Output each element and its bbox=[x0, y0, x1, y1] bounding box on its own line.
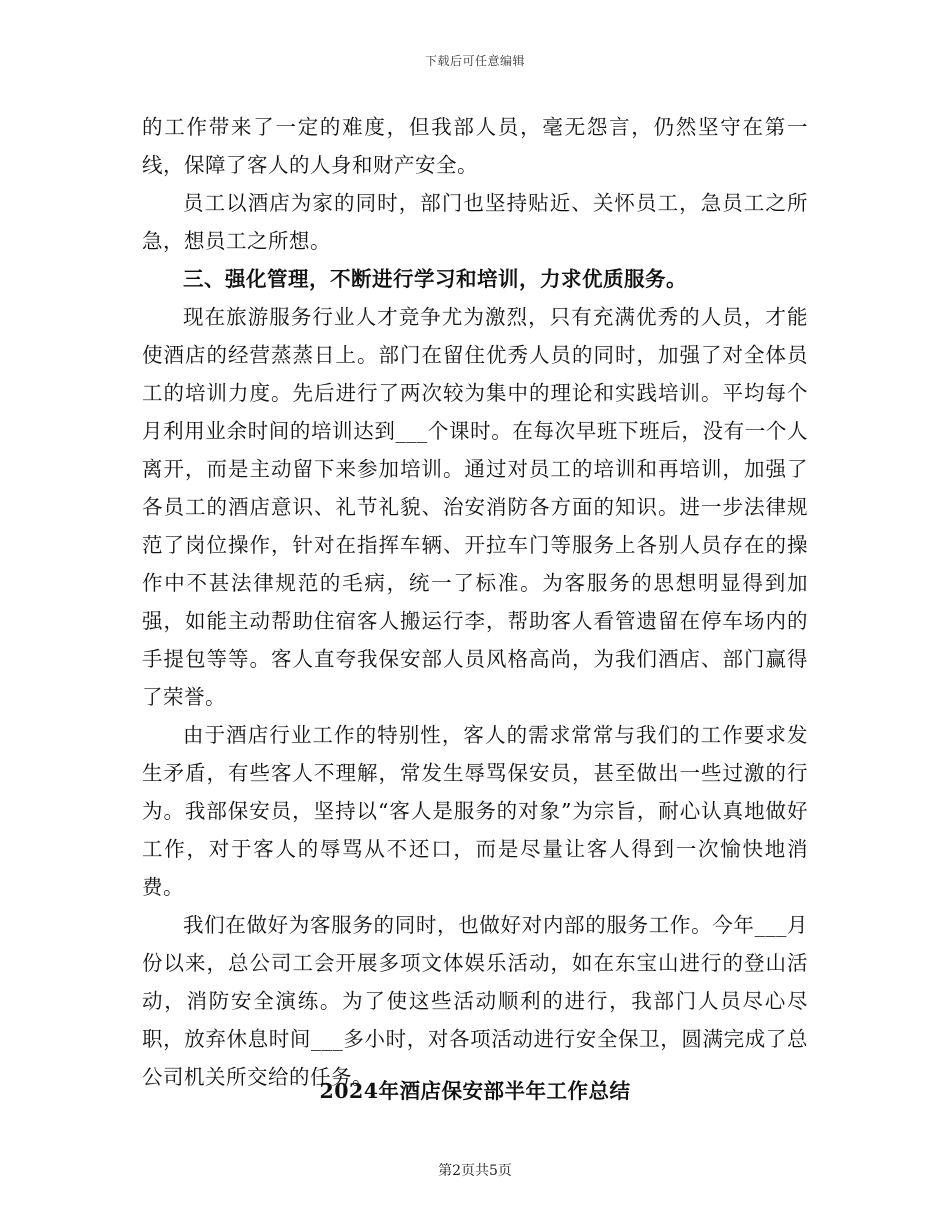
document-title: 2024年酒店保安部半年工作总结 bbox=[319, 1079, 631, 1103]
page-number-footer: 第2页共5页 bbox=[438, 1163, 512, 1179]
paragraph-training: 现在旅游服务行业人才竞争尤为激烈，只有充满优秀的人员，才能使酒店的经营蒸蒸日上。部门在留住优秀人员的同时，加强了对全体员工的培训力度。先后进行了两次较为集中的理论和实践培训。平均每个月利用业余时间的培训达到___个课时。在每次早班下班后，没有一个人离开，而是主动留下来参加培训。通过对员工的培训和再培训，加强了各员工的酒店意识、礼节礼貌、治安消防各方面的知识。进一步法律规范了岗位操作，针对在指挥车辆、开拉车门等服务上各别人员存在的操作中不甚法律规范的毛病，统一了标准。为客服务的思想明显得到加强，如能主动帮助住宿客人搬运行李，帮助客人看管遗留在停车场内的手提包等等。客人直夸我保安部人员风格高尚，为我们酒店、部门赢得了荣誉。 bbox=[142, 305, 808, 709]
paragraph-continuation: 的工作带来了一定的难度，但我部人员，毫无怨言，仍然坚守在第一线，保障了客人的人身和财产安全。 bbox=[142, 115, 808, 177]
paragraph-staff-care: 员工以酒店为家的同时，部门也坚持贴近、关怀员工，急员工之所急，想员工之所想。 bbox=[142, 191, 808, 253]
paragraph-customer-conflict: 由于酒店行业工作的特别性，客人的需求常常与我们的工作要求发生矛盾，有些客人不理解，常发生辱骂保安员，甚至做出一些过激的行为。我部保安员，坚持以“客人是服务的对象”为宗旨，耐心认真地做好工作，对于客人的辱骂从不还口，而是尽量让客人得到一次愉快地消费。 bbox=[142, 723, 808, 899]
section-heading-training: 三、强化管理，不断进行学习和培训，力求优质服务。 bbox=[183, 267, 687, 291]
document-body bbox=[142, 108, 808, 1096]
page-header: 下载后可任意编辑 bbox=[424, 54, 525, 68]
paragraph-internal-service: 我们在做好为客服务的同时，也做好对内部的服务工作。今年___月份以来，总公司工会开展多项文体娱乐活动，如在东宝山进行的登山活动，消防安全演练。为了使这些活动顺利的进行，我部门人员尽心尽职，放弃休息时间___多小时，对各项活动进行安全保卫，圆满完成了总公司机关所交给的任务。 bbox=[142, 913, 808, 1089]
